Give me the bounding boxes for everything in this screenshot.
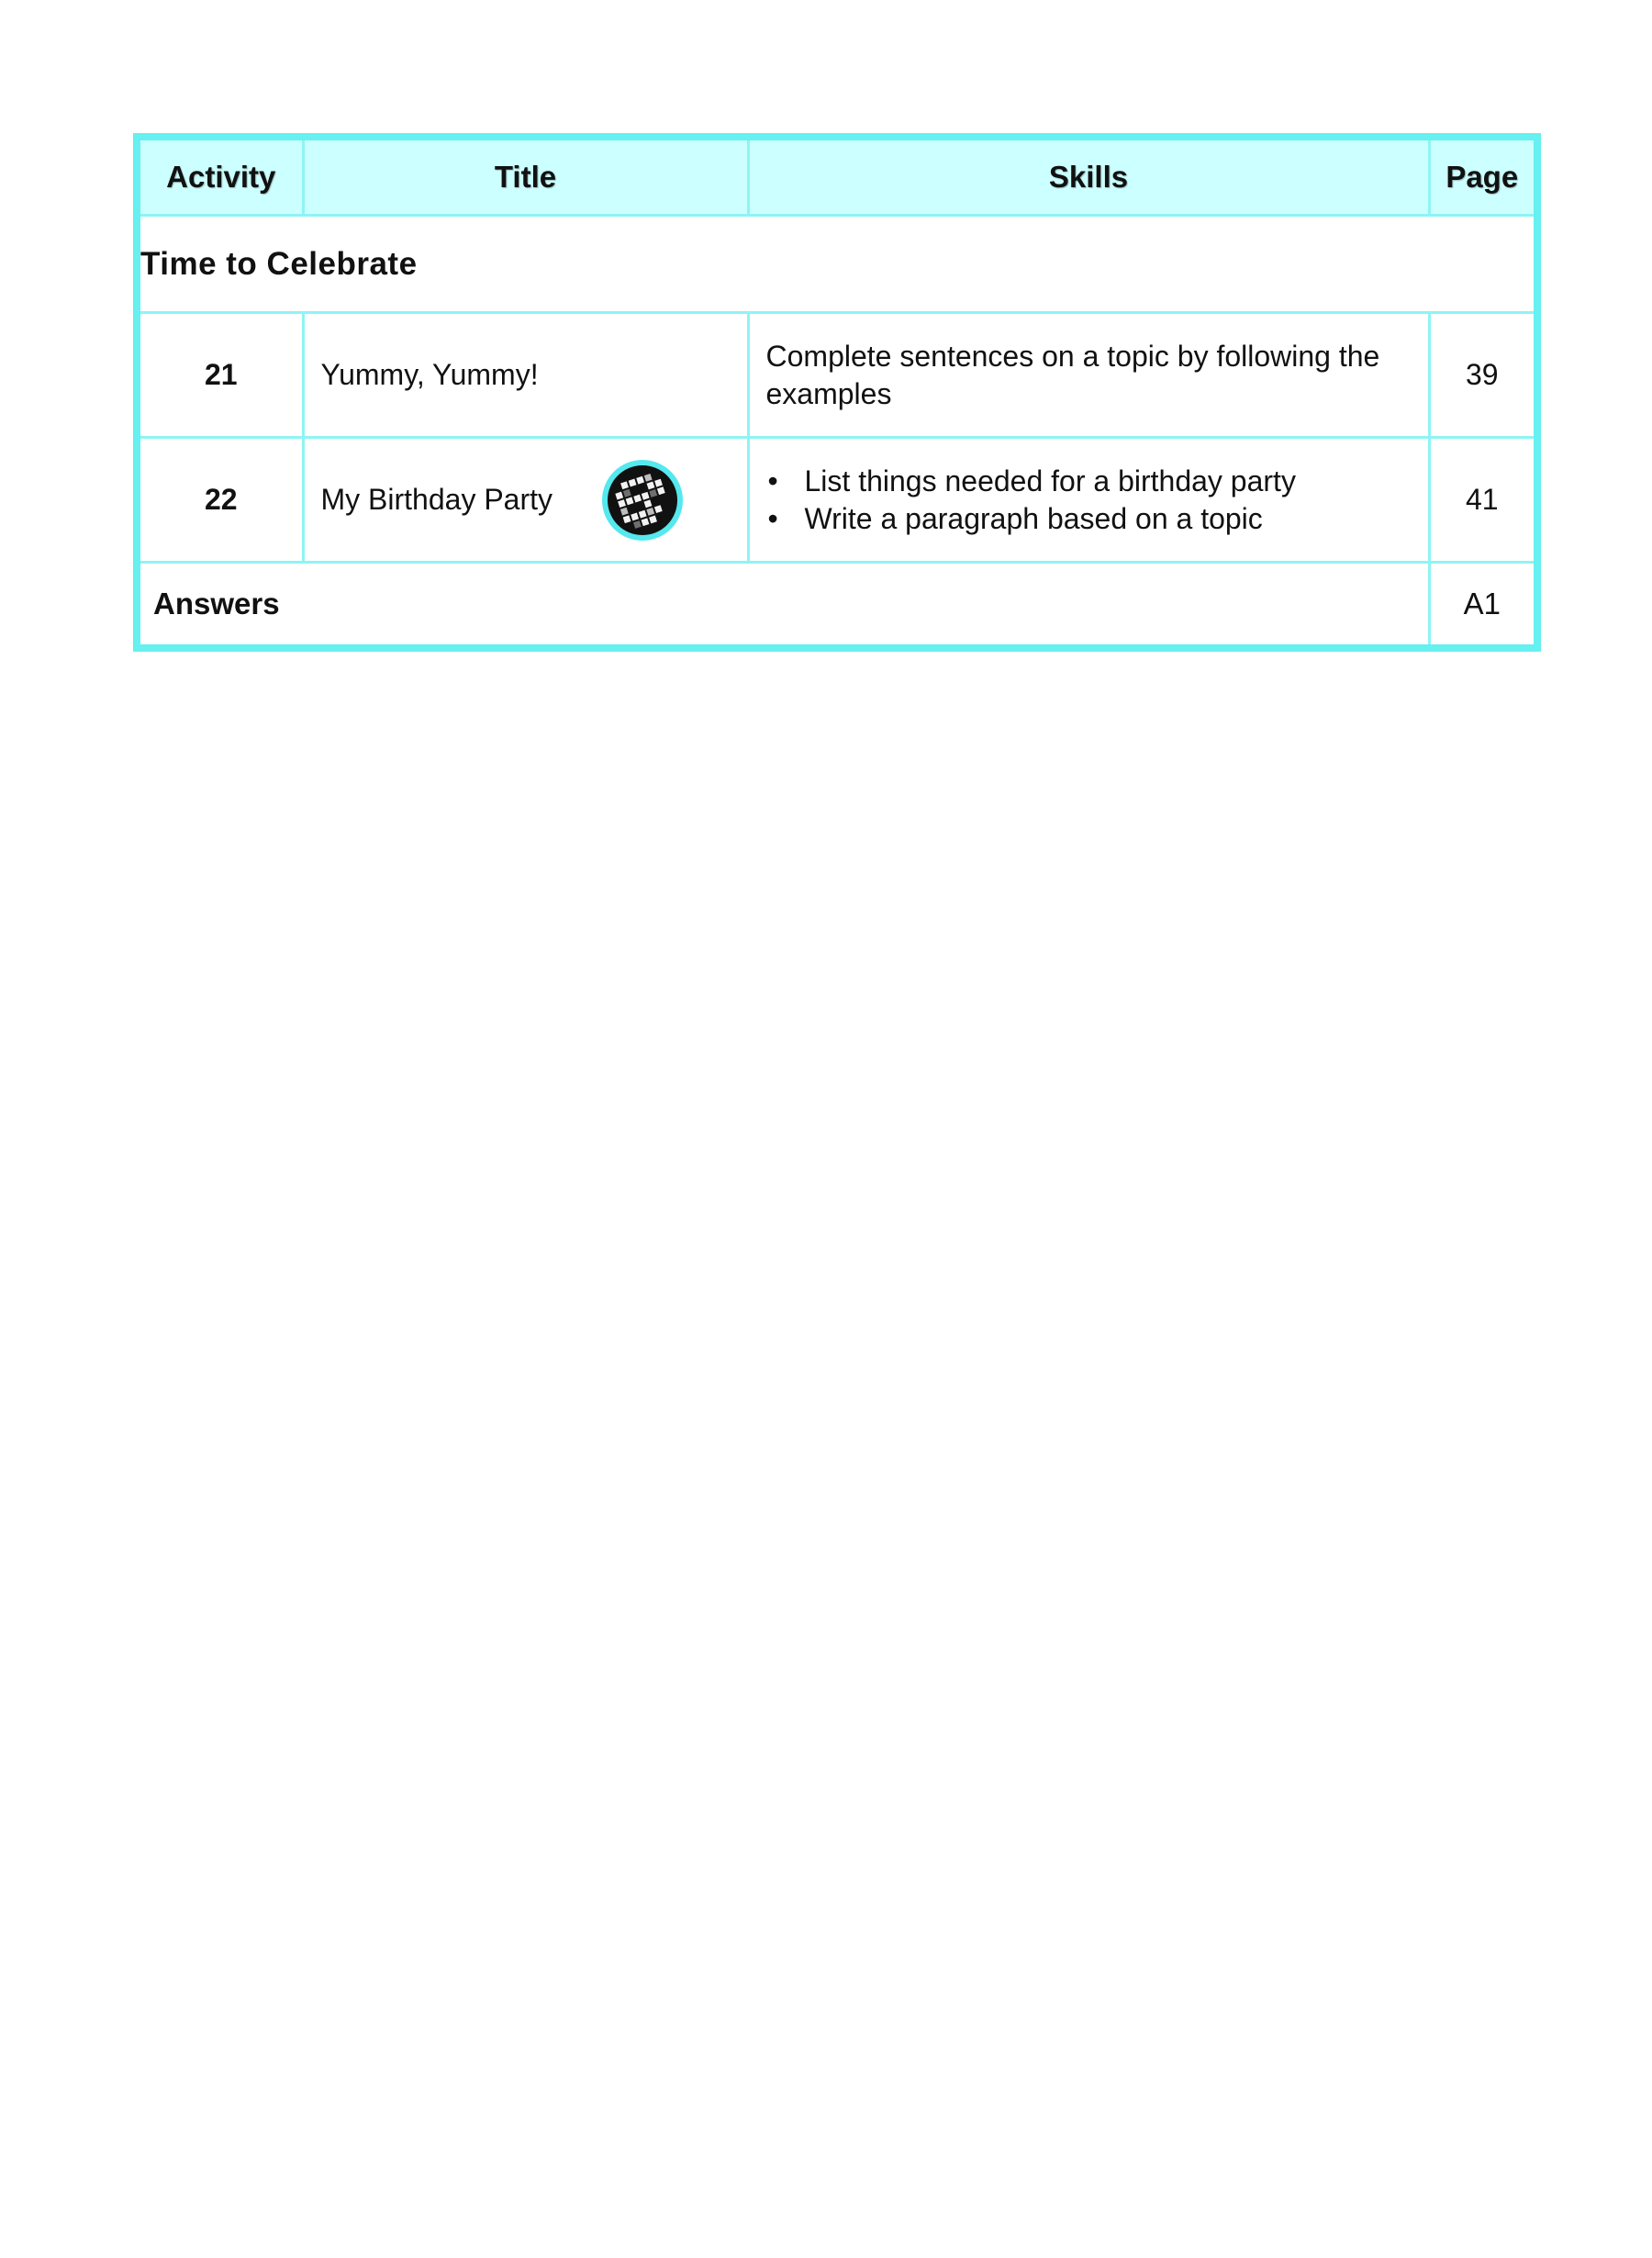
- page-number: 39: [1429, 313, 1534, 438]
- activity-number: 21: [140, 313, 303, 438]
- activity-number: 22: [140, 438, 303, 563]
- skills-list: [766, 463, 1413, 538]
- table-of-contents: [133, 133, 1541, 652]
- skills-cell: [748, 438, 1429, 563]
- header-title: Title: [303, 140, 748, 216]
- page-number: 41: [1429, 438, 1534, 563]
- activity-title: Yummy, Yummy!: [320, 358, 539, 391]
- activity-title-cell: [303, 438, 748, 563]
- answers-row: [140, 563, 1534, 645]
- activity-title: My Birthday Party: [320, 483, 553, 516]
- table-row: [140, 313, 1534, 438]
- answers-label: Answers: [140, 563, 1429, 645]
- skill-item: • List things needed for a birthday party: [766, 463, 1413, 500]
- table-row: [140, 438, 1534, 563]
- activity-title-wrap: [321, 460, 747, 541]
- toc-table: [140, 140, 1534, 644]
- skill-item: • Write a paragraph based on a topic: [766, 500, 1413, 538]
- activity-title-cell: [303, 313, 748, 438]
- section-row: [140, 216, 1534, 313]
- skill-text: Complete sentences on a topic by following the examples: [765, 339, 1380, 410]
- header-skills: Skills: [748, 140, 1429, 216]
- section-title: Time to Celebrate: [140, 216, 1534, 313]
- header-page: Page: [1429, 140, 1534, 216]
- header-activity: Activity: [140, 140, 303, 216]
- skills-cell: [748, 313, 1429, 438]
- answers-page: A1: [1429, 563, 1534, 645]
- crossword-puzzle-icon: [602, 460, 683, 541]
- header-row: [140, 140, 1534, 216]
